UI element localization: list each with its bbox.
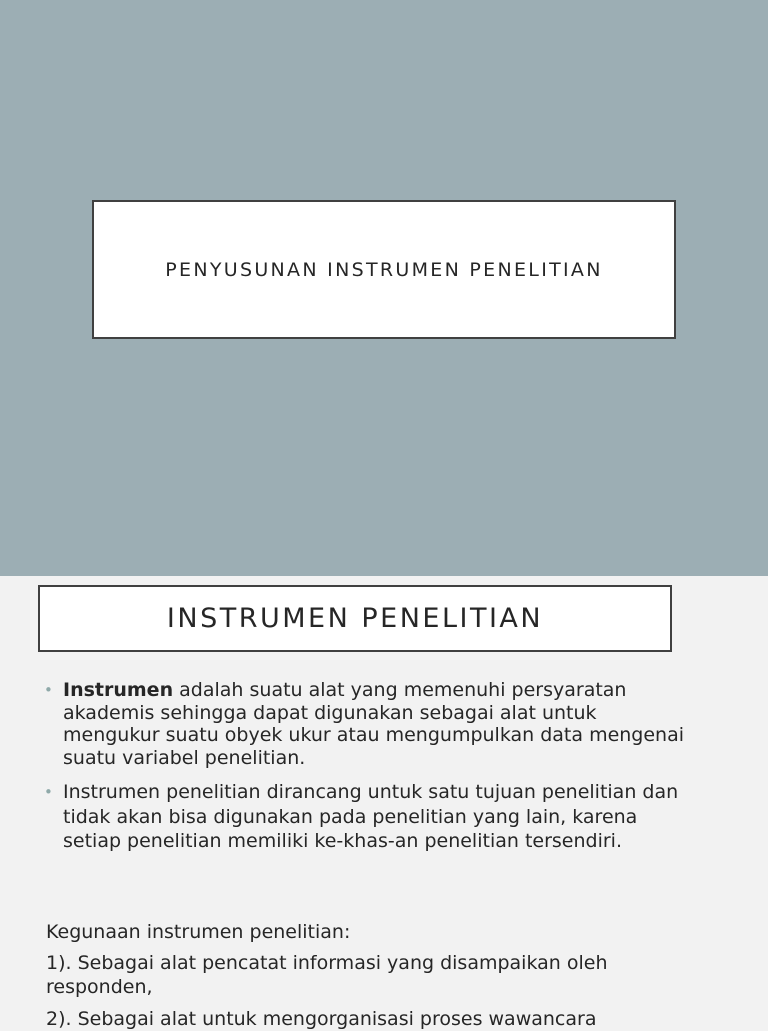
bullet-term: Instrumen [63, 679, 174, 701]
slide-heading: INSTRUMEN PENELITIAN [166, 603, 544, 634]
bullet-text: Instrumen penelitian dirancang untuk satu tujuan penelitian dan tidak akan bisa digunakan pada penelitian yang lain, karena setiap penelitian memiliki ke-khas-an penelitian tersendiri. [63, 781, 679, 852]
bullet-icon: • [44, 681, 53, 699]
kegunaan-item: 1). Sebagai alat pencatat informasi yang disampaikan oleh responden, [46, 952, 608, 998]
bullet-icon: • [44, 783, 53, 801]
bullet-list [44, 679, 694, 854]
kegunaan-label: Kegunaan instrumen penelitian: [46, 921, 351, 943]
heading-box [38, 585, 672, 652]
slide-title: PENYUSUNAN INSTRUMEN PENELITIAN [165, 258, 603, 281]
content-slide [0, 576, 768, 1030]
bullet-item-definition [44, 679, 694, 769]
bullet-item-design [44, 780, 694, 854]
bullet-text: adalah suatu alat yang memenuhi persyaratan akademis sehingga dapat digunakan sebagai alat untuk mengukur suatu obyek ukur atau mengumpulkan data mengenai suatu variabel penelitian. [63, 679, 685, 769]
kegunaan-item: 2). Sebagai alat untuk mengorganisasi proses wawancara [46, 1008, 597, 1030]
title-box [92, 200, 676, 339]
